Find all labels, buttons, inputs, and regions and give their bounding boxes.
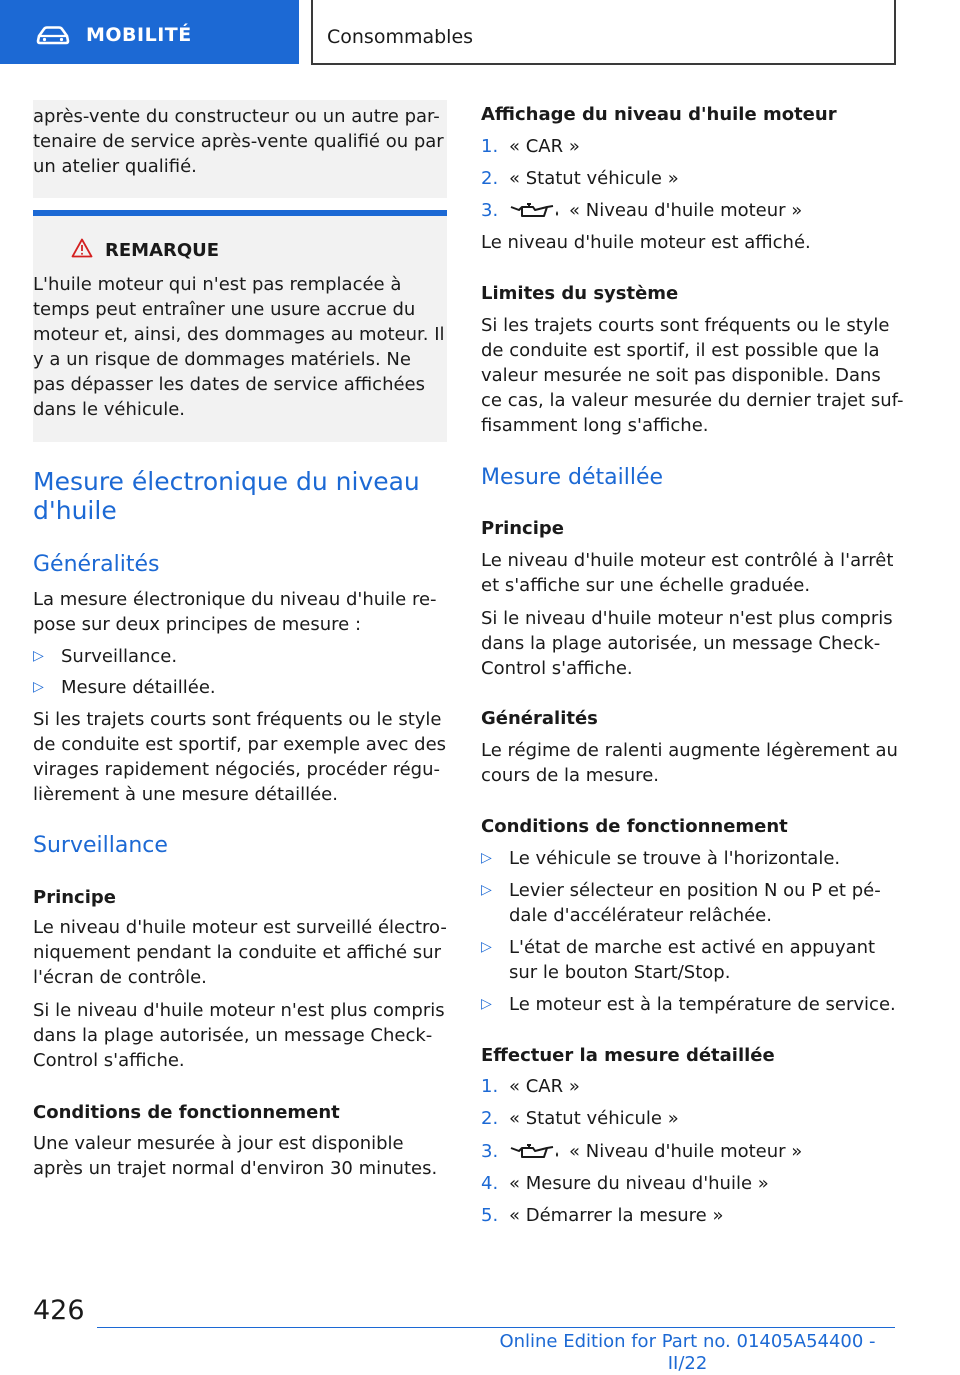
- footer-divider: [97, 1327, 895, 1328]
- body-line: Une valeur mesurée à jour est disponible: [33, 1133, 404, 1154]
- body-line: Le niveau d'huile moteur est contrôlé à l'arrêt: [481, 550, 894, 571]
- notice-line: y a un risque de dommages matériels. Ne: [33, 349, 411, 370]
- warning-icon: [71, 238, 93, 258]
- body-line: Le régime de ralenti augmente légèrement au: [481, 740, 898, 761]
- body-line: fisamment long s'affiche.: [481, 415, 709, 436]
- body-line: lièrement à une mesure détaillée.: [33, 784, 338, 805]
- paragraph-heading: Effectuer la mesure détaillée: [481, 1045, 775, 1066]
- paragraph-heading: Généralités: [481, 708, 598, 729]
- info-line: après-vente du constructeur ou un autre par-: [33, 106, 440, 127]
- body-line: Si le niveau d'huile moteur n'est plus compris: [481, 608, 893, 629]
- body-line: Control s'affiche.: [33, 1050, 185, 1071]
- info-line: tenaire de service après-vente qualifié ou par: [33, 131, 444, 152]
- section-label: MOBILITÉ: [86, 24, 192, 46]
- notice-line: pas dépasser les dates de service affichées: [33, 374, 426, 395]
- paragraph-heading: Limites du système: [481, 283, 679, 304]
- body-line: de conduite est sportif, par exemple avec des: [33, 734, 447, 755]
- body-line: Si le niveau d'huile moteur n'est plus compris: [33, 1000, 445, 1021]
- paragraph-heading: Principe: [481, 518, 564, 539]
- body-line: Si les trajets courts sont fréquents ou le style: [481, 315, 890, 336]
- body-line: niquement pendant la conduite et affiché sur: [33, 942, 441, 963]
- body-line: ce cas, la valeur mesurée du dernier trajet suf-: [481, 390, 904, 411]
- info-line: un atelier qualifié.: [33, 156, 197, 177]
- notice-line: temps peut entraîner une usure accrue du: [33, 299, 416, 320]
- triangle-bullet-icon: ▷: [33, 648, 44, 664]
- notice-label: REMARQUE: [105, 240, 220, 261]
- section-tab[interactable]: [0, 0, 299, 64]
- paragraph-heading: Principe: [33, 887, 116, 908]
- body-line: et s'affiche sur une échelle graduée.: [481, 575, 811, 596]
- body-line: Control s'affiche.: [481, 658, 633, 679]
- notice-line: L'huile moteur qui n'est pas remplacée à: [33, 274, 402, 295]
- triangle-bullet-icon: ▷: [481, 939, 492, 955]
- triangle-bullet-icon: ▷: [481, 850, 492, 866]
- chapter-title: Consommables: [327, 26, 474, 48]
- body-line: l'écran de contrôle.: [33, 967, 207, 988]
- notice-line: dans le véhicule.: [33, 399, 185, 420]
- body-line: dans la plage autorisée, un message Check-: [481, 633, 881, 654]
- paragraph-heading: Conditions de fonctionnement: [33, 1102, 340, 1123]
- triangle-bullet-icon: ▷: [481, 996, 492, 1012]
- section-title: d'huile: [33, 496, 117, 525]
- oil-can-icon: [509, 1143, 561, 1161]
- body-line: Si les trajets courts sont fréquents ou le style: [33, 709, 442, 730]
- body-line: dans la plage autorisée, un message Check-: [33, 1025, 433, 1046]
- triangle-bullet-icon: ▷: [481, 882, 492, 898]
- footer-edition: Online Edition for Part no. 01405A54400 - II/22: [499, 1331, 876, 1374]
- body-line: valeur mesurée ne soit pas disponible. Dans: [481, 365, 881, 386]
- body-line: La mesure électronique du niveau d'huile re-: [33, 589, 437, 610]
- body-line: Le niveau d'huile moteur est affiché.: [481, 232, 811, 253]
- subsection-title: Mesure détaillée: [481, 465, 664, 490]
- triangle-bullet-icon: ▷: [33, 679, 44, 695]
- car-icon: [36, 26, 70, 46]
- page-number: 426: [33, 1295, 85, 1326]
- body-line: de conduite est sportif, il est possible que la: [481, 340, 880, 361]
- paragraph-heading: Conditions de fonctionnement: [481, 816, 788, 837]
- oil-can-icon: [509, 202, 561, 220]
- body-line: cours de la mesure.: [481, 765, 659, 786]
- chapter-header: [311, 0, 896, 65]
- subsection-title: Surveillance: [33, 833, 168, 858]
- paragraph-heading: Affichage du niveau d'huile moteur: [481, 104, 837, 125]
- body-line: pose sur deux principes de mesure :: [33, 614, 362, 635]
- section-title: Mesure électronique du niveau: [33, 467, 420, 496]
- body-line: Le niveau d'huile moteur est surveillé électro-: [33, 917, 447, 938]
- body-line: virages rapidement négociés, procéder régu-: [33, 759, 440, 780]
- notice-line: moteur et, ainsi, des dommages au moteur. Il: [33, 324, 445, 345]
- subsection-title: Généralités: [33, 552, 160, 577]
- body-line: après un trajet normal d'environ 30 minutes.: [33, 1158, 438, 1179]
